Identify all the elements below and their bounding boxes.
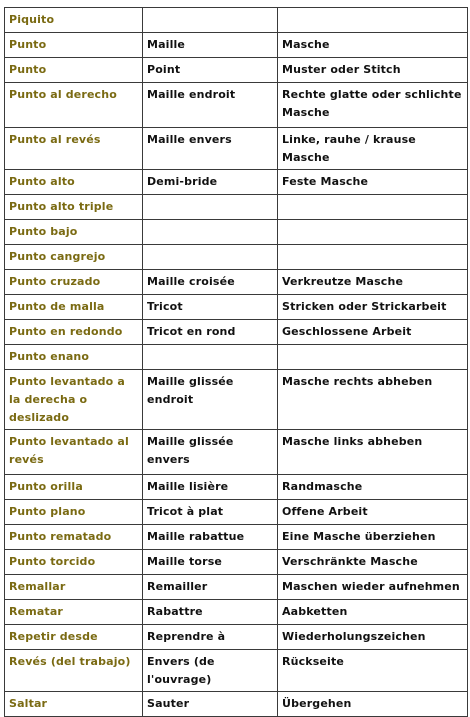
german-term-cell [278, 245, 468, 270]
french-term-cell: Remailler [143, 575, 278, 600]
french-term-cell [143, 345, 278, 370]
french-term-cell: Maille [143, 33, 278, 58]
table-row [5, 195, 468, 220]
german-term-cell: Linke, rauhe / krause Masche [278, 128, 468, 170]
german-term-cell: Feste Masche [278, 170, 468, 195]
french-term-cell: Maille glissée envers [143, 430, 278, 475]
table-row [5, 8, 468, 33]
german-term-cell: Verschränkte Masche [278, 550, 468, 575]
french-term-cell: Reprendre à [143, 625, 278, 650]
german-term-cell [278, 220, 468, 245]
german-term-cell: Übergehen [278, 692, 468, 717]
spanish-term-cell: Punto levantado a la derecha o deslizado [5, 370, 143, 430]
table-row [5, 575, 468, 600]
german-term-cell: Randmasche [278, 475, 468, 500]
spanish-term-cell: Punto alto [5, 170, 143, 195]
table-row [5, 33, 468, 58]
spanish-term-cell: Punto cangrejo [5, 245, 143, 270]
spanish-term-cell: Punto rematado [5, 525, 143, 550]
german-term-cell [278, 345, 468, 370]
spanish-term-cell: Piquito [5, 8, 143, 33]
spanish-term-cell: Remallar [5, 575, 143, 600]
french-term-cell: Maille rabattue [143, 525, 278, 550]
french-term-cell [143, 8, 278, 33]
spanish-term-cell: Punto levantado al revés [5, 430, 143, 475]
french-term-cell: Maille endroit [143, 83, 278, 128]
german-term-cell: Maschen wieder aufnehmen [278, 575, 468, 600]
spanish-term-cell: Rematar [5, 600, 143, 625]
french-term-cell: Maille envers [143, 128, 278, 170]
german-term-cell: Stricken oder Strickarbeit [278, 295, 468, 320]
french-term-cell: Point [143, 58, 278, 83]
spanish-term-cell: Punto de malla [5, 295, 143, 320]
french-term-cell: Tricot [143, 295, 278, 320]
spanish-term-cell: Punto enano [5, 345, 143, 370]
spanish-term-cell: Repetir desde [5, 625, 143, 650]
table-row [5, 625, 468, 650]
german-term-cell [278, 195, 468, 220]
french-term-cell [143, 245, 278, 270]
french-term-cell: Maille glissée endroit [143, 370, 278, 430]
spanish-term-cell: Punto [5, 58, 143, 83]
table-row [5, 370, 468, 430]
table-row [5, 83, 468, 128]
french-term-cell [143, 195, 278, 220]
french-term-cell: Tricot en rond [143, 320, 278, 345]
german-term-cell: Verkreutze Masche [278, 270, 468, 295]
spanish-term-cell: Punto al derecho [5, 83, 143, 128]
table-row [5, 295, 468, 320]
spanish-term-cell: Punto al revés [5, 128, 143, 170]
table-row [5, 345, 468, 370]
table-row [5, 600, 468, 625]
spanish-term-cell: Punto orilla [5, 475, 143, 500]
german-term-cell: Rückseite [278, 650, 468, 692]
french-term-cell: Demi-bride [143, 170, 278, 195]
spanish-term-cell: Punto en redondo [5, 320, 143, 345]
table-row [5, 128, 468, 170]
german-term-cell: Masche links abheben [278, 430, 468, 475]
table-row [5, 500, 468, 525]
french-term-cell: Rabattre [143, 600, 278, 625]
spanish-term-cell: Punto [5, 33, 143, 58]
table-row [5, 170, 468, 195]
german-term-cell: Eine Masche überziehen [278, 525, 468, 550]
spanish-term-cell: Saltar [5, 692, 143, 717]
table-row [5, 58, 468, 83]
knitting-terms-table [4, 7, 468, 717]
french-term-cell: Envers (de l'ouvrage) [143, 650, 278, 692]
german-term-cell: Offene Arbeit [278, 500, 468, 525]
spanish-term-cell: Punto bajo [5, 220, 143, 245]
french-term-cell: Sauter [143, 692, 278, 717]
german-term-cell: Geschlossene Arbeit [278, 320, 468, 345]
german-term-cell: Masche rechts abheben [278, 370, 468, 430]
french-term-cell: Tricot à plat [143, 500, 278, 525]
german-term-cell: Wiederholungszeichen [278, 625, 468, 650]
french-term-cell [143, 220, 278, 245]
table-row [5, 550, 468, 575]
spanish-term-cell: Punto cruzado [5, 270, 143, 295]
table-row [5, 430, 468, 475]
table-row [5, 320, 468, 345]
french-term-cell: Maille lisière [143, 475, 278, 500]
spanish-term-cell: Revés (del trabajo) [5, 650, 143, 692]
german-term-cell: Muster oder Stitch [278, 58, 468, 83]
german-term-cell [278, 8, 468, 33]
german-term-cell: Aabketten [278, 600, 468, 625]
french-term-cell: Maille croisée [143, 270, 278, 295]
table-row [5, 220, 468, 245]
spanish-term-cell: Punto alto triple [5, 195, 143, 220]
table-row [5, 692, 468, 717]
table-row [5, 525, 468, 550]
spanish-term-cell: Punto torcido [5, 550, 143, 575]
spanish-term-cell: Punto plano [5, 500, 143, 525]
german-term-cell: Rechte glatte oder schlichte Masche [278, 83, 468, 128]
german-term-cell: Masche [278, 33, 468, 58]
french-term-cell: Maille torse [143, 550, 278, 575]
table-row [5, 475, 468, 500]
table-row [5, 270, 468, 295]
table-row [5, 245, 468, 270]
